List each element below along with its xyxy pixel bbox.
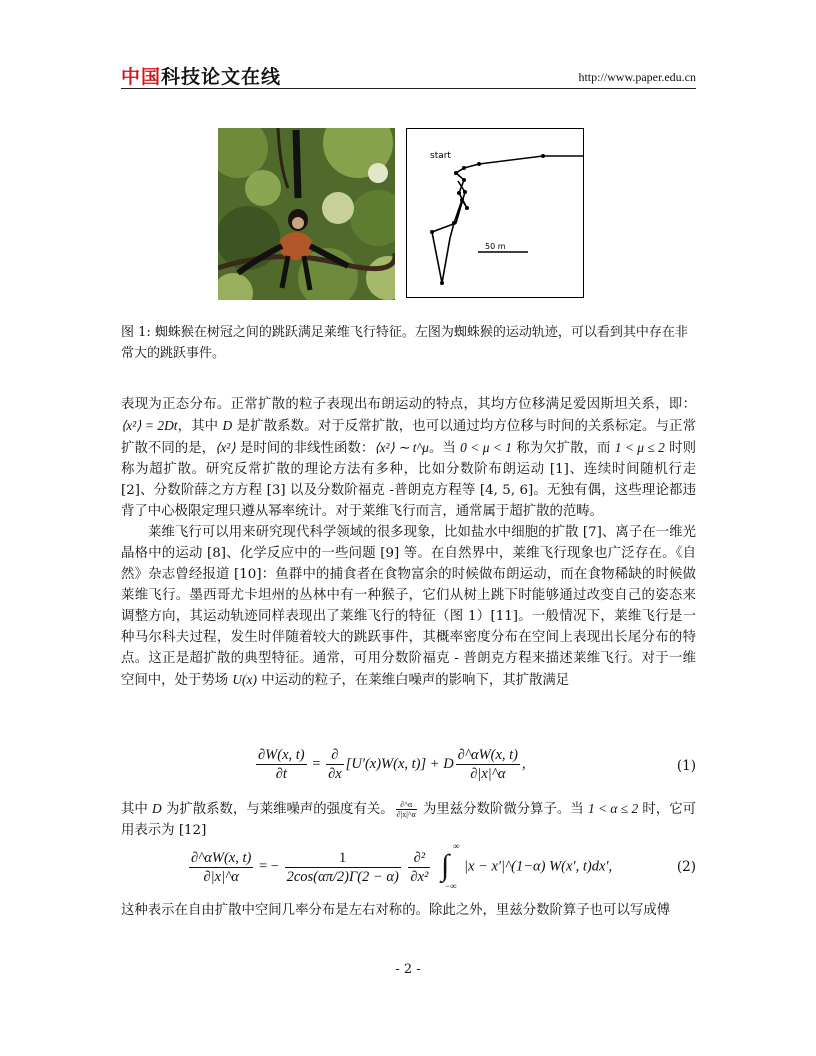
eq1-lhs: $\frac{\partial W(x, t)}{\partial t}$ — [258, 747, 305, 782]
body-text — [121, 394, 696, 691]
eq1-fractional: $\frac{\partial\^{}\alpha W(x, t)}{\partial|x|\^{}\alpha}$ — [457, 747, 519, 782]
eq2-lhs: $\frac{\partial\^{}\alpha W(x, t)}{\partial|x|\^{}\alpha}$ — [191, 849, 252, 885]
integral-sign: ∫ ∞ −∞ — [440, 841, 460, 891]
page-number: - 2 - — [395, 962, 421, 977]
paragraph-2: 莱维飞行可以用来研究现代科学领域的很多现象，比如盐水中细胞的扩散 [7]、离子在一维光晶格中的运动 [8]、化学反应中的一些问题 [9] 等。在自然界中，莱维飞行现象也广泛存在。《自然》杂志曾经报道 [10]：鱼群中的捕食者在食物富余的时候做布朗运动，而在食物稀缺的时候做莱维飞行。墨西哥尤卡坦州的丛林中有一种猴子，它们从树上跳下时能够通过改变自己的姿态来调整方向，其运动轨迹同样表现出了莱维飞行的特征（图 1）[11]。一般情况下，莱维飞行是一种马尔科夫过程，发生时伴随着较大的跳跃事件，其概率密度分布在空间上表现出长尾分布的特点。这正是超扩散的典型特征。通常，可用分数阶福克 - 普朗克方程来描述莱维飞行。对于一维空间中，处于势场 U(x) 中运动的粒子，在莱维白噪声的影响下，其扩散满足 — [121, 525, 696, 688]
figure-caption: 图 1: 蜘蛛猴在树冠之间的跳跃满足莱维飞行特征。左图为蜘蛛猴的运动轨迹，可以看到其中存在非常大的跳跃事件。 — [121, 325, 688, 361]
paragraph-4: 这种表示在自由扩散中空间几率分布是左右对称的。除此之外，里兹分数阶算子也可以写成傅 — [121, 903, 671, 918]
paragraph-3: 其中 D 为扩散系数，与莱维噪声的强度有关。 $\frac{\partial\^{}\alpha}{\partial|x|\^{}\alpha}$ 为里兹分数阶微分算子。当 1 < α ≤ 2 时，它可用表示为 [12] — [121, 800, 696, 838]
eq2-second-derivative: $\frac{\text{∂²}}{\text{∂x²}}$ — [410, 849, 429, 885]
eq1-derivative: $\frac{\partial}{\partial x}$ — [328, 747, 342, 782]
paragraph-1: 表现为正态分布。正常扩散的粒子表现出布朗运动的特点，其均方位移满足爱因斯坦关系，即：⟨x²⟩ = 2Dt，其中 D 是扩散系数。对于反常扩散，也可以通过均方位移与时间的关系标定。与正常扩散不同的是，⟨x²⟩ 是时间的非线性函数：⟨x²⟩ ∼ t^μ。当 0 < μ < 1 称为欠扩散，而 1 < μ ≤ 2 时则称为超扩散。研究反常扩散的理论方法有多种，比如分数阶布朗运动 [1]、连续时间随机行走 [2]、分数阶薛之方方程 [3] 以及分数阶福克 -普朗克方程等 [4, 5, 6]。无独有偶，这些理论都违背了中心极限定理只遵从幂率统计。对于莱维飞行而言，通常属于超扩散的范畴。 — [121, 397, 697, 519]
equation-1-number: (1) — [676, 758, 696, 774]
page-header — [121, 62, 696, 89]
equation-2: $\frac{\partial\^{}\alpha W(x, t)}{\partial|x|\^{}\alpha}$ = − $\frac{1}{2\cos(\alpha\pi/2)\Gamma(2 - \alpha)}$ $\frac{\text{∂²}}{\text{∂x²}}$ ∫ ∞ −∞ |x − x′|^(1−α) W(x′, t)dx′, (2) — [191, 841, 696, 891]
spider-monkey-photo — [218, 128, 395, 300]
trajectory-plot — [406, 128, 584, 298]
site-logo: 中国科技论文在线 — [121, 66, 282, 88]
header-url: http://www.paper.edu.cn — [578, 70, 696, 84]
eq2-coefficient: $\frac{1}{2\cos(\alpha\pi/2)\Gamma(2 - \alpha)}$ — [286, 849, 399, 885]
equation-1: $\frac{\partial W(x, t)}{\partial t}$ = $\frac{\partial}{\partial x}$ [U′(x)W(x, t)] + D $\frac{\partial\^{}\alpha W(x, t)}{\partial|x|\^{}\alpha}$ , (1) — [258, 747, 696, 782]
scale-label: 50 m — [485, 242, 506, 251]
start-label: start — [430, 151, 451, 161]
riesz-operator: $\frac{\partial\^{}\alpha}{\partial|x|\^{}\alpha}$ — [396, 800, 416, 819]
trajectory-svg — [406, 128, 584, 298]
equation-2-number: (2) — [676, 859, 696, 875]
